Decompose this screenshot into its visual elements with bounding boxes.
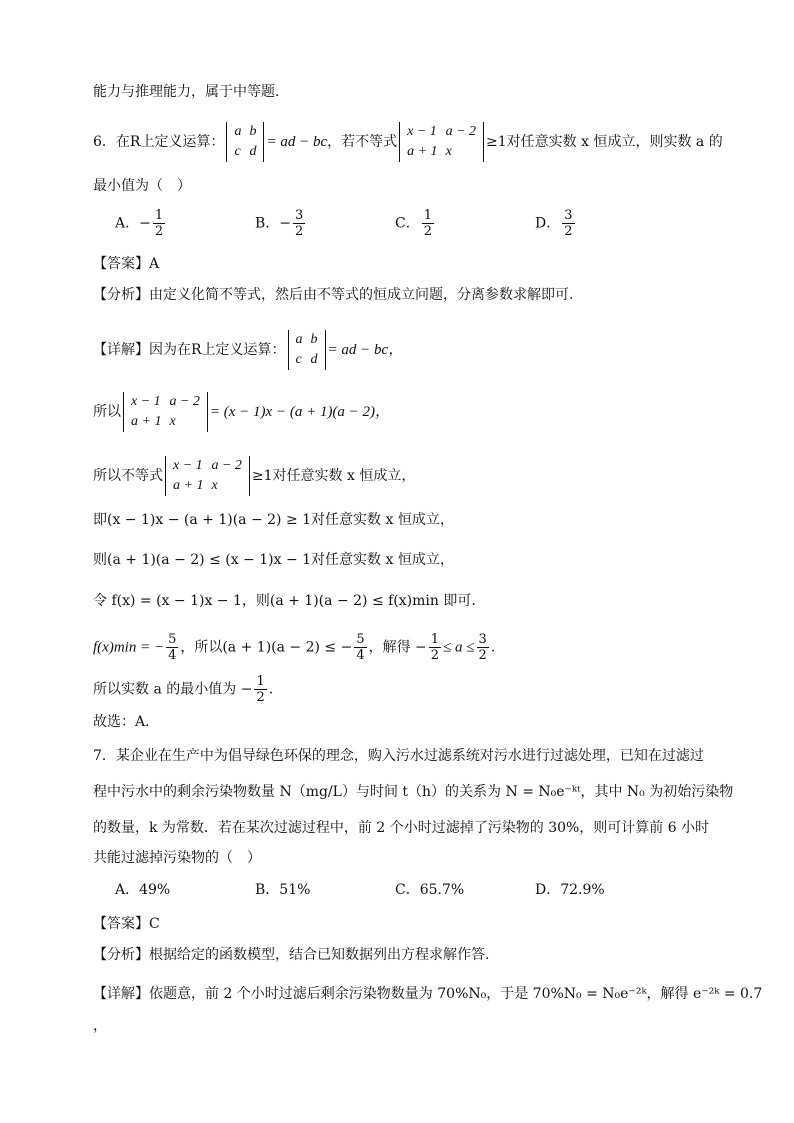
- q6-detail-8-frac: [254, 674, 266, 705]
- q6-detail-1-rhs: = ad − bc，: [327, 342, 404, 358]
- frac-den: 2: [154, 224, 164, 239]
- detail-tag: 【详解】: [93, 986, 149, 1002]
- q7-option-b[interactable]: B．51%: [255, 882, 311, 898]
- q6-def-rhs: = ad − bc: [266, 134, 328, 150]
- q6-detail-7-frac4: [477, 632, 489, 663]
- q7-analysis: [93, 945, 489, 965]
- q6-detail-7-frac2: [354, 632, 366, 663]
- frac-den: 4: [168, 648, 177, 663]
- q6-detail-2-prefix: 所以: [93, 404, 121, 420]
- q6-answer: [93, 254, 159, 274]
- answer-tag: 【答案】: [93, 916, 149, 932]
- q6-option-b[interactable]: [255, 208, 395, 239]
- q6-option-a-label: A．−: [115, 215, 151, 232]
- frac-num: 1: [256, 674, 265, 689]
- frac-den: 2: [478, 648, 487, 663]
- q6-options: [115, 208, 675, 239]
- q7-detail-2: ，: [93, 1018, 107, 1034]
- q6-detail-1-text: 因为在R上定义运算：: [149, 342, 286, 358]
- q6-answer-value: A: [149, 256, 160, 272]
- q7-stem-line3: 的数量，k 为常数．若在某次过滤过程中，前 2 个小时过滤掉了污染物的 30%，则可计算前 6 小时: [93, 820, 710, 836]
- q7-stem-line2: 程中污水中的剩余污染物数量 N（mg/L）与时间 t（h）的关系为 N = N₀e⁻ᵏᵗ，其中 N₀ 为初始污染物: [93, 784, 734, 800]
- q7-option-d[interactable]: D．72.9%: [535, 882, 605, 898]
- q7-stem-line4: 共能过滤掉污染物的（ ）: [93, 850, 261, 866]
- frac-den: 2: [256, 690, 265, 705]
- q6-detail-7-frac1: [166, 632, 178, 663]
- frac-den: 2: [430, 648, 440, 663]
- q6-detail-5: 则(a + 1)(a − 2) ≤ (x − 1)x − 1对任意实数 x 恒成立，: [93, 552, 454, 568]
- q7-detail-1: [93, 984, 762, 1004]
- q6-detail-7-frac3: [429, 632, 441, 663]
- q6-detail-2: [93, 392, 390, 432]
- q6-conclusion: 故选：A.: [93, 714, 150, 730]
- q7-answer: [93, 914, 160, 934]
- q7-option-a[interactable]: A．49%: [115, 882, 171, 898]
- q6-detail-7-e: .: [490, 639, 496, 656]
- q6-analysis-text: 由定义化简不等式，然后由不等式的恒成立问题，分离参数求解即可.: [149, 287, 574, 303]
- q6-option-a[interactable]: [115, 208, 255, 239]
- frac-num: 3: [478, 632, 487, 647]
- q6-detail-3: [93, 456, 415, 496]
- frac-num: 1: [430, 632, 440, 647]
- q6-analysis: [93, 285, 573, 305]
- q6-detail-3-tail: ≥1对任意实数 x 恒成立，: [251, 468, 416, 484]
- frac-den: 4: [356, 648, 365, 663]
- q6-stem-line2: 最小值为（ ）: [93, 178, 191, 194]
- q6-detail-7-b: ，所以(a + 1)(a − 2) ≤ −: [180, 639, 353, 656]
- q6-detail-2-rhs: = (x − 1)x − (a + 1)(a − 2)，: [209, 404, 391, 420]
- frac-num: 1: [154, 208, 164, 223]
- q6-option-d-frac: [562, 208, 574, 239]
- frac-num: 1: [423, 208, 432, 223]
- q6-option-b-frac: [293, 208, 305, 239]
- q6-detail-7-d: ≤ a ≤: [443, 639, 475, 656]
- q6-option-a-frac: [153, 208, 165, 239]
- intro-tail: 能力与推理能力，属于中等题.: [93, 84, 280, 100]
- q6-option-d[interactable]: [535, 208, 675, 239]
- analysis-tag: 【分析】: [93, 947, 149, 963]
- frac-num: 5: [168, 632, 177, 647]
- q6-option-c-frac: [422, 208, 434, 239]
- q7-options: [115, 880, 675, 900]
- q7-answer-value: C: [149, 916, 160, 932]
- q6-detail-3-determinant: x − 1 a − 2 a + 1 x: [165, 456, 250, 496]
- q6-detail-8: [93, 674, 273, 705]
- q6-option-d-label: D．: [535, 215, 561, 232]
- q6-detail-1-determinant: a b c d: [288, 330, 326, 370]
- q6-detail-7-a: f(x)min = −: [93, 639, 165, 656]
- q6-ineq-determinant: x − 1 a − 2 a + 1 x: [399, 122, 484, 162]
- q6-def-determinant: a b c d: [226, 122, 264, 162]
- analysis-tag: 【分析】: [93, 287, 149, 303]
- frac-num: 3: [295, 208, 304, 223]
- q6-detail-6: 令 f(x) = (x − 1)x − 1，则(a + 1)(a − 2) ≤ f(x)min 即可.: [93, 593, 476, 609]
- frac-num: 3: [564, 208, 573, 223]
- q6-detail-4: 即(x − 1)x − (a + 1)(a − 2) ≥ 1对任意实数 x 恒成立，: [93, 512, 454, 528]
- q7-option-c[interactable]: C．65.7%: [395, 882, 465, 898]
- q6-option-c-label: C．: [395, 215, 420, 232]
- q6-prefix: 6．在R上定义运算：: [93, 134, 225, 150]
- q6-detail-2-determinant: x − 1 a − 2 a + 1 x: [123, 392, 208, 432]
- frac-den: 2: [295, 224, 304, 239]
- q6-option-c[interactable]: [395, 208, 535, 239]
- detail-tag: 【详解】: [93, 342, 149, 358]
- q7-analysis-text: 根据给定的函数模型，结合已知数据列出方程求解作答.: [149, 947, 490, 963]
- q6-stem-line1: [93, 122, 723, 162]
- q7-stem-line1: 7．某企业在生产中为倡导绿色环保的理念，购入污水过滤系统对污水进行过滤处理，已知在过滤过: [93, 748, 704, 764]
- q6-option-b-label: B．−: [255, 215, 292, 232]
- q6-mid: ，若不等式: [327, 134, 398, 150]
- q7-detail-1-text: 依题意，前 2 个小时过滤后剩余污染物数量为 70%N₀，于是 70%N₀ = N₀e⁻²ᵏ，解得 e⁻²ᵏ = 0.7: [149, 986, 763, 1002]
- q6-detail-8-text: 所以实数 a 的最小值为 −: [93, 681, 253, 698]
- q6-detail-7-c: ，解得 −: [368, 639, 427, 656]
- answer-tag: 【答案】: [93, 256, 149, 272]
- q6-detail-1: [93, 330, 403, 370]
- frac-den: 2: [564, 224, 573, 239]
- q6-detail-3-prefix: 所以不等式: [93, 468, 163, 484]
- q6-detail-8-end: .: [268, 681, 274, 698]
- q6-ineq-tail: ≥1对任意实数 x 恒成立，则实数 a 的: [486, 134, 723, 150]
- frac-num: 5: [356, 632, 365, 647]
- frac-den: 2: [423, 224, 432, 239]
- q6-detail-7: [93, 632, 495, 663]
